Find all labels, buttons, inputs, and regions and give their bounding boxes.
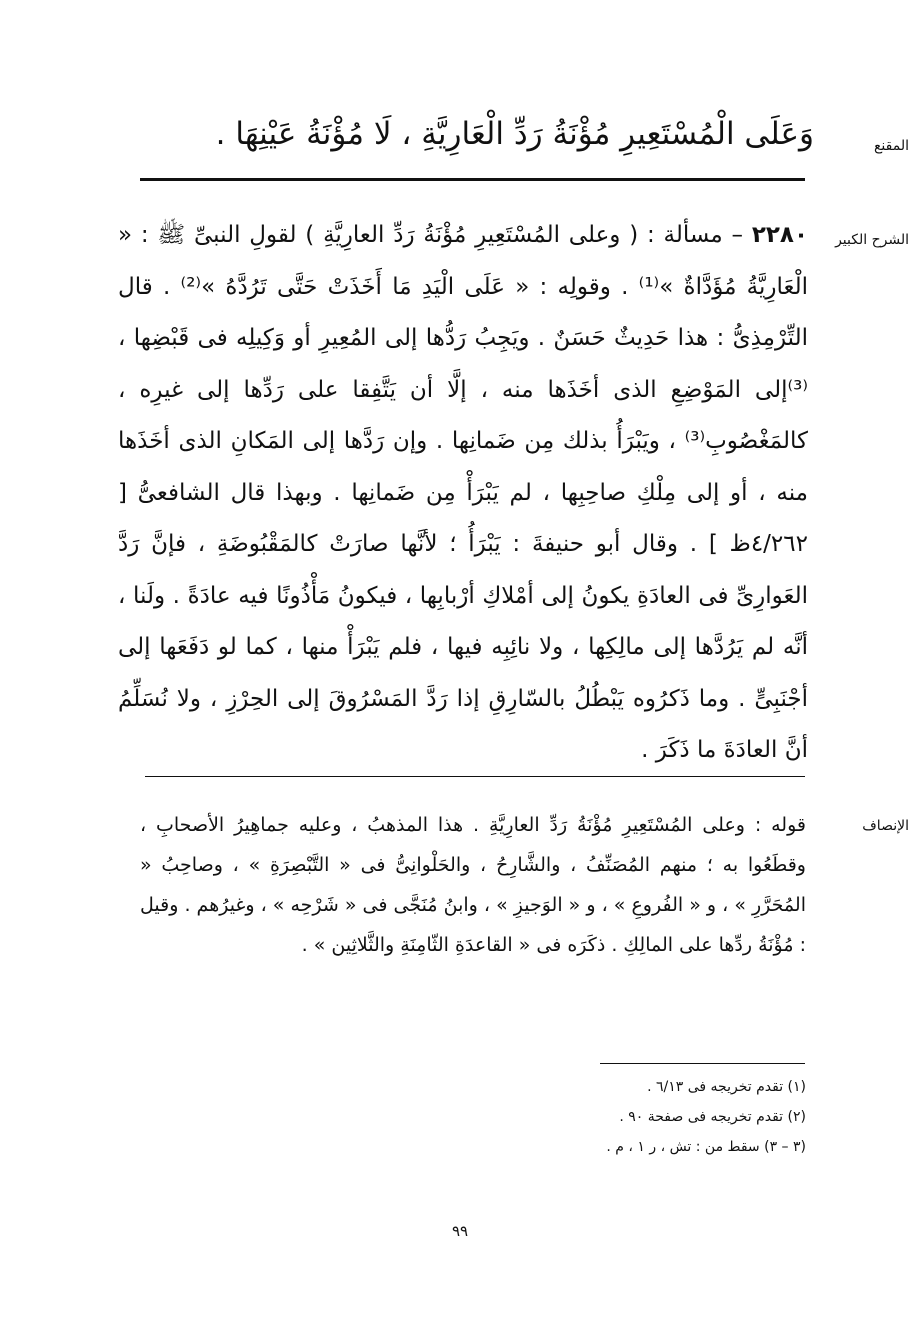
footnotes	[420, 1072, 806, 1162]
issue-number: ٢٢٨٠	[751, 222, 808, 248]
muqni-text: وَعَلَى الْمُسْتَعِيرِ مُؤْنَةُ رَدِّ الْعَارِيَّةِ ، لَا مُؤْنَةُ عَيْنِهَا .	[215, 116, 814, 152]
section-rule	[145, 776, 805, 777]
page-number: ٩٩	[451, 1222, 469, 1240]
side-label-insaf: الإنصاف	[862, 818, 909, 834]
footnote-rule	[600, 1063, 805, 1064]
sharh-text: – مسألة : ( وعلى المُسْتَعِيرِ مُؤْنَةُ رَدِّ العارِيَّةِ ) لقولِ النبىِّ ﷺ : « الْعَارِيَّةُ مُؤَدَّاةٌ »⁽¹⁾ . وقولِه : « عَلَى الْيَدِ مَا أَخَذَتْ حَتَّى تَرُدَّهُ »⁽²⁾ . قال التِّرْمِذِىُّ : هذا حَدِيثٌ حَسَنٌ . ويَجِبُ رَدُّها إلى المُعِيرِ أو وَكِيلِه فى قَبْضِها ، ⁽³⁾إلى المَوْضِعِ الذى أخَذَها منه ، إلَّا أن يَتَّفِقا على رَدِّها إلى غيرِه ، كالمَغْصُوبِ⁽³⁾ ، ويَبْرَأُ بذلك مِن ضَمانِها . وإن رَدَّها إلى المَكانِ الذى أخَذَها منه ، أو إلى مِلْكِ صاحِبِها ، لم يَبْرَأْ مِن ضَمانِها . وبهذا قال الشافعىُّ [ ٤/٢٦٢ظ ] . وقال أبو حنيفةَ : يَبْرَأُ ؛ لأنَّها صارَتْ كالمَقْبُوضَةِ ، فإنَّ رَدَّ العَوارِىِّ فى العادَةِ يكونُ إلى أمْلاكِ أرْبابِها ، فيكونُ مَأْذُونًا فيه عادَةً . ولَنا ، أنَّه لم يَرُدَّها إلى مالِكِها ، ولا نائِبِه فيها ، فلم يَبْرَأْ منها ، كما لو دَفَعَها إلى أجْنَبِىٍّ . وما ذَكرُوه يَبْطُلُ بالسّارِقِ إذا رَدَّ المَسْرُوقَ إلى الحِرْزِ ، ولا نُسَلِّمُ أنَّ العادَةَ ما ذَكَرَ .	[118, 222, 808, 763]
header-rule	[140, 178, 805, 181]
footnote: (٢) تقدم تخريجه فى صفحة ٩٠ .	[619, 1109, 806, 1125]
side-label-sharh: الشرح الكبير	[835, 232, 909, 248]
side-label-muqni: المقنع	[873, 138, 909, 154]
footnote: (١) تقدم تخريجه فى ٦/١٣ .	[647, 1079, 806, 1095]
footnote: (٣ – ٣) سقط من : تش ، ر ١ ، م .	[606, 1139, 806, 1155]
insaf-section	[140, 805, 806, 965]
sharh-section	[118, 210, 808, 777]
insaf-text: قوله : وعلى المُسْتَعِيرِ مُؤْنَةُ رَدِّ العارِيَّةِ . هذا المذهبُ ، وعليه جماهِيرُ الأصحابِ ، وقطَعُوا به ؛ منهم المُصَنِّفُ ، والشَّارِحُ ، والحَلْوانِىُّ فى « التَّبْصِرَةِ » ، وصاحِبُ « المُحَرَّرِ » ، و « الفُروعِ » ، و « الوَجيزِ » ، وابنُ مُنَجَّى فى « شَرْحِه » ، وغيرُهم . وقيل : مُؤْنَةُ ردِّها على المالِكِ . ذكَرَه فى « القاعدَةِ الثّامِنَةِ والثَّلاثِين » .	[140, 814, 806, 956]
